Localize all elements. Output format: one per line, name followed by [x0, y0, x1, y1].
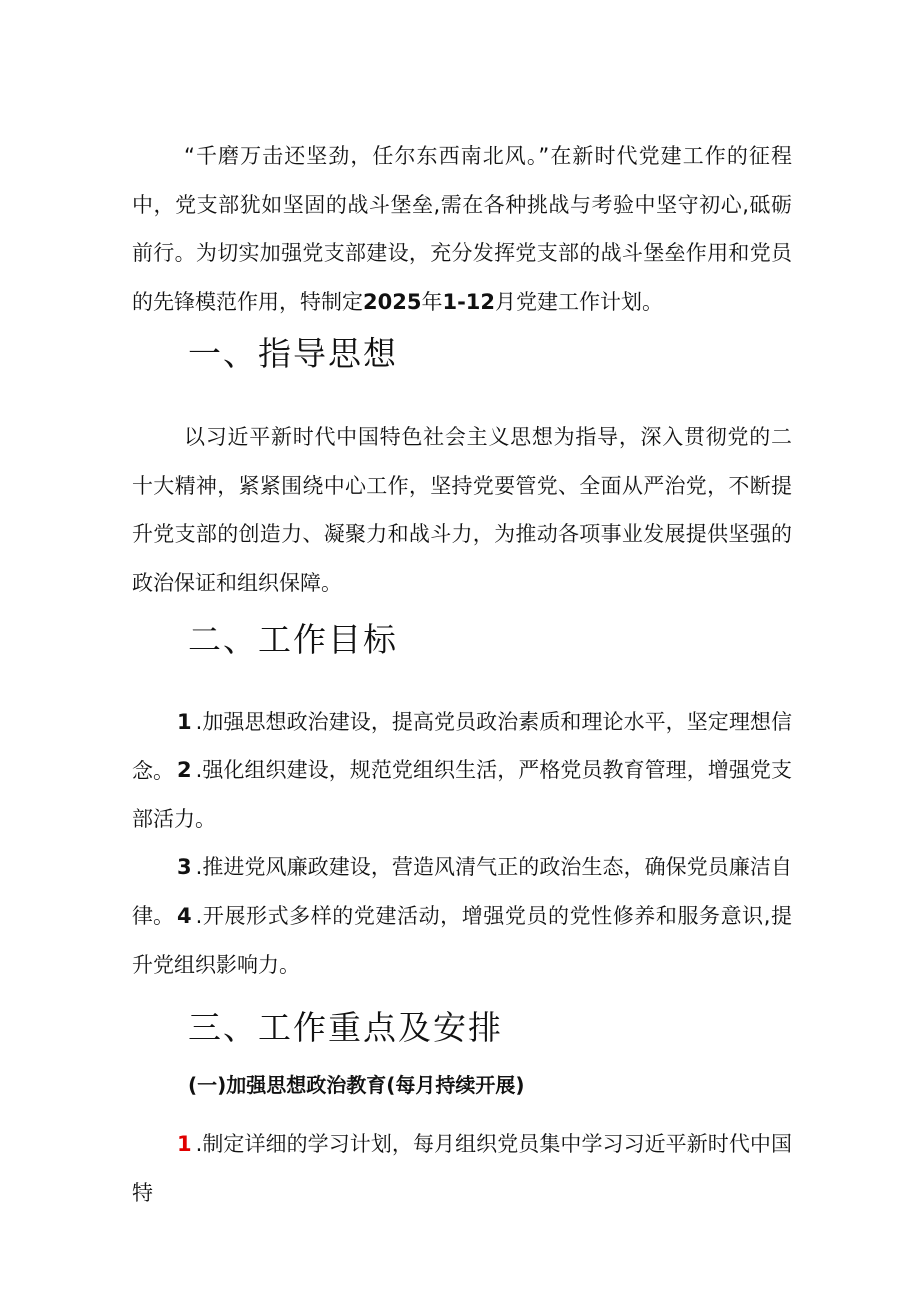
goal-item-number: 1: [177, 710, 192, 734]
intro-paragraph: [132, 132, 792, 326]
intro-year-suffix: 年: [421, 289, 443, 314]
goal-item-number: 3: [177, 855, 192, 879]
subsection-heading-political-education: (一)加强思想政治教育(每月持续开展): [188, 1073, 525, 1097]
goal-item-number: 2: [177, 758, 192, 782]
goal-item-text: .开展形式多样的党建活动，增强党员的党性修养和服务意识,提升党组织影响力。: [132, 904, 792, 977]
education-item-number: 1: [177, 1132, 192, 1156]
intro-month-range: 1-12: [442, 289, 496, 314]
section-heading-work-goals: 二、工作目标: [188, 620, 398, 659]
section-heading-guiding-ideology: 一、指导思想: [188, 334, 398, 373]
goal-item-text: .推进党风廉政建设，营造风清气正的政治生态，确保党员廉洁自律。: [132, 855, 792, 928]
education-item-1: [132, 1120, 792, 1217]
intro-text: “千磨万击还坚劲，任尔东西南北风。”在新时代党建工作的征程中，党支部犹如坚固的战斗堡垒,需在各种挑战与考验中坚守初心,砥砺前行。为切实加强党支部建设，充分发挥党支部的战斗堡垒作用和党员的先锋模范作用，特制定: [132, 144, 792, 314]
goal-item-number: 4: [177, 904, 192, 928]
goal-item-text: .强化组织建设，规范党组织生活，严格党员教育管理，增强党支部活力。: [132, 758, 792, 831]
intro-text-end: 月党建工作计划。: [495, 289, 664, 314]
goal-item-2: [132, 746, 792, 843]
education-item-text: .制定详细的学习计划，每月组织党员集中学习习近平新时代中国特: [132, 1132, 792, 1205]
intro-year: 2025: [363, 289, 422, 314]
goal-item-text: .加强思想政治建设，提高党员政治素质和理论水平，坚定理想信念。: [132, 710, 792, 783]
goal-item-4: [132, 892, 792, 989]
guiding-ideology-paragraph: 以习近平新时代中国特色社会主义思想为指导，深入贯彻党的二十大精神，紧紧围绕中心工作，坚持党要管党、全面从严治党，不断提升党支部的创造力、凝聚力和战斗力，为推动各项事业发展提供坚强的政治保证和组织保障。: [132, 425, 792, 595]
section-heading-work-focus: 三、工作重点及安排: [188, 1008, 503, 1047]
